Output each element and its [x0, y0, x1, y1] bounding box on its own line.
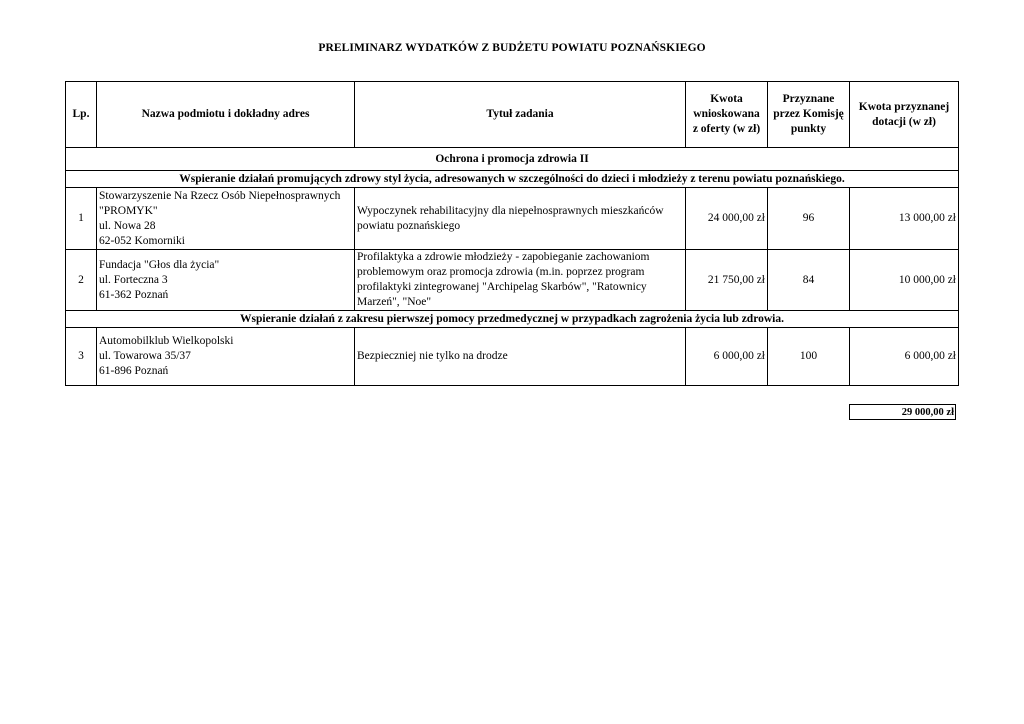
address-line: ul. Nowa 28	[99, 219, 156, 232]
row-requested: 6 000,00 zł	[686, 328, 768, 386]
category-title: Ochrona i promocja zdrowia II	[66, 148, 959, 171]
row-requested: 24 000,00 zł	[686, 188, 768, 250]
address-line: Stowarzyszenie Na Rzecz Osób Niepełnosprawnych	[99, 189, 341, 202]
header-task: Tytuł zadania	[355, 82, 686, 148]
row-lp: 1	[66, 188, 97, 250]
header-granted	[850, 82, 959, 148]
row-points: 100	[768, 328, 850, 386]
category-row	[66, 148, 959, 171]
row-address	[97, 328, 355, 386]
row-task: Wypoczynek rehabilitacyjny dla niepełnosprawnych mieszkańców powiatu poznańskiego	[355, 188, 686, 250]
budget-table	[65, 81, 959, 386]
row-requested: 21 750,00 zł	[686, 250, 768, 311]
header-row	[66, 82, 959, 148]
header-requested-line: wnioskowana	[693, 108, 760, 120]
address-line: Automobilklub Wielkopolski	[99, 335, 234, 347]
table-row	[66, 250, 959, 311]
header-name: Nazwa podmiotu i dokładny adres	[97, 82, 355, 148]
section-title: Wspieranie działań z zakresu pierwszej pomocy przedmedycznej w przypadkach zagrożenia życia lub zdrowia.	[66, 311, 959, 328]
row-address	[97, 188, 355, 250]
header-granted-line: dotacji (w zł)	[872, 115, 936, 128]
table-row	[66, 188, 959, 250]
header-lp: Lp.	[66, 82, 97, 148]
row-lp: 3	[66, 328, 97, 386]
address-line: Fundacja "Głos dla życia"	[99, 258, 220, 271]
header-requested-line: Kwota	[710, 93, 743, 105]
row-granted: 13 000,00 zł	[850, 188, 959, 250]
address-line: ul. Forteczna 3	[99, 273, 168, 286]
header-points-line: punkty	[790, 123, 827, 135]
address-line: "PROMYK"	[99, 204, 158, 217]
address-line: 62-052 Komorniki	[99, 234, 185, 247]
table-row	[66, 328, 959, 386]
section-row	[66, 311, 959, 328]
address-line: 61-362 Poznań	[99, 288, 169, 301]
section-title: Wspieranie działań promujących zdrowy styl życia, adresowanych w szczególności do dzieci i młodzieży z terenu powiatu poznańskiego.	[66, 171, 959, 188]
section-row	[66, 171, 959, 188]
address-line: 61-896 Poznań	[99, 365, 169, 377]
row-lp: 2	[66, 250, 97, 311]
address-line: ul. Towarowa 35/37	[99, 350, 191, 362]
row-points: 96	[768, 188, 850, 250]
header-requested-line: z oferty (w zł)	[692, 123, 761, 135]
row-task: Bezpieczniej nie tylko na drodze	[355, 328, 686, 386]
row-address	[97, 250, 355, 311]
header-points	[768, 82, 850, 148]
row-points: 84	[768, 250, 850, 311]
row-granted: 10 000,00 zł	[850, 250, 959, 311]
header-granted-line: Kwota przyznanej	[858, 100, 950, 113]
page-title: PRELIMINARZ WYDATKÓW Z BUDŻETU POWIATU POZNAŃSKIEGO	[318, 42, 706, 54]
header-points-line: Przyznane	[782, 93, 835, 105]
row-task: Profilaktyka a zdrowie młodzieży - zapobieganie zachowaniom problemowym oraz promocja zdrowia (m.in. poprzez program profilaktyki zintegrowanej "Archipelag Skarbów", "Ratownicy Marzeń", "Noe"	[355, 250, 686, 311]
header-requested	[686, 82, 768, 148]
row-granted: 6 000,00 zł	[850, 328, 959, 386]
total-amount: 29 000,00 zł	[849, 404, 956, 420]
header-points-line: przez Komisję	[773, 108, 844, 120]
